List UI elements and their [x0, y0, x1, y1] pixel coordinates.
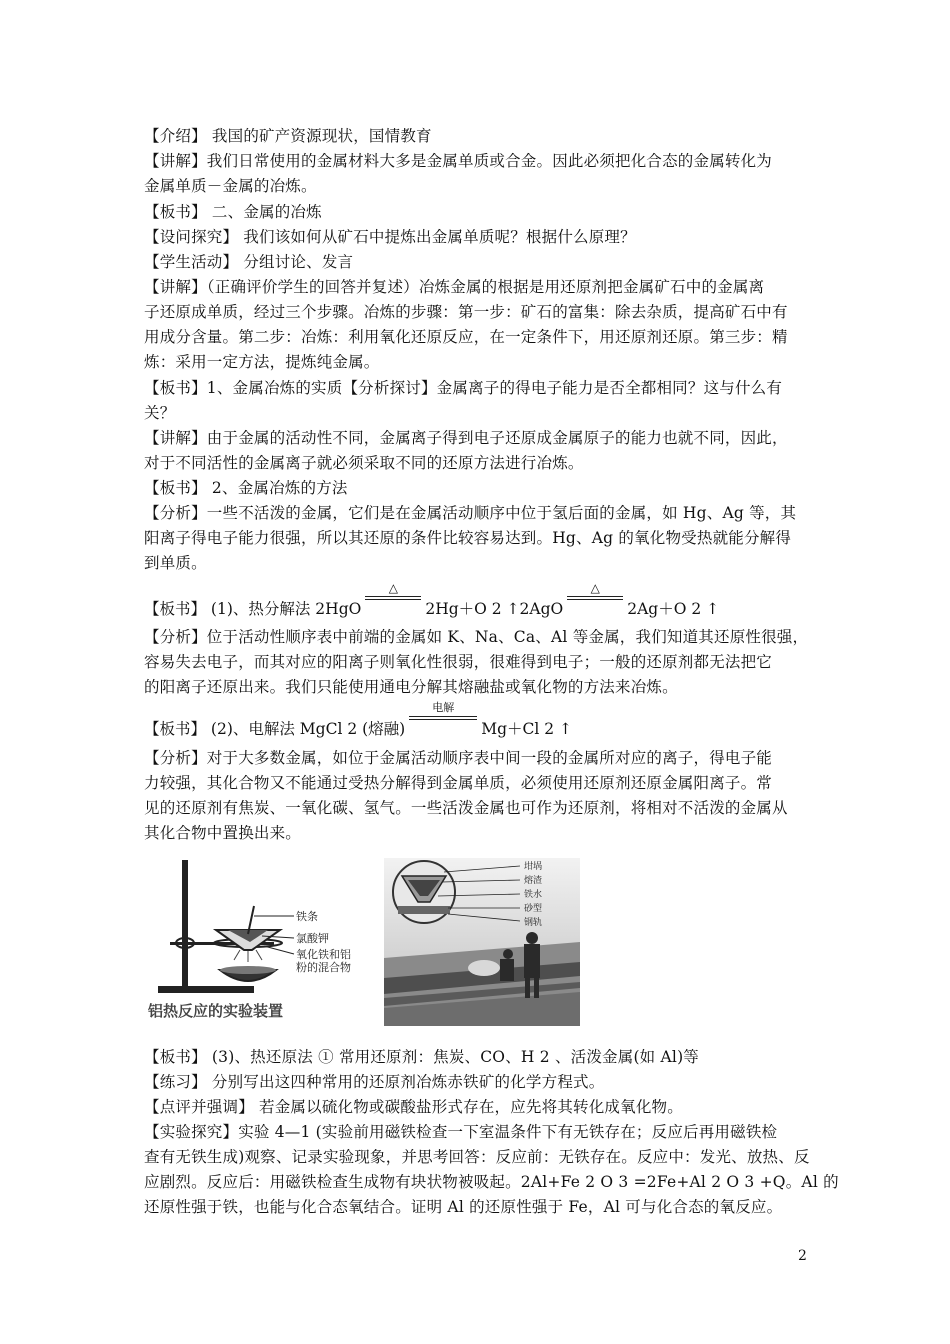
text-line: 到单质。: [144, 554, 207, 572]
text-line: 还原性强于铁，也能与化合态氧结合。证明 Al 的还原性强于 Fe，Al 可与化合态的氧反应。: [144, 1198, 783, 1216]
text-line: 【讲解】（正确评价学生的回答并复述）冶炼金属的根据是用还原剂把金属矿石中的金属离: [144, 278, 765, 296]
equation-prefix: 【板书】 (1)、热分解法 2HgO: [144, 600, 362, 618]
label-mixture-line2: 粉的混合物: [296, 961, 351, 974]
text-line: 力较强，其化合物又不能通过受热分解得到金属单质，必须使用还原剂还原金属阳离子。常: [144, 774, 773, 792]
equation-prefix: 【板书】 (2)、电解法 MgCl 2 (熔融): [144, 720, 406, 738]
text-line: 【学生活动】 分组讨论、发言: [144, 253, 354, 271]
label-magnesium-strip: 铁条: [296, 910, 318, 923]
reaction-condition-heat: [563, 581, 627, 619]
equation-suffix: Mg＋Cl 2 ↑: [481, 720, 573, 738]
heat-symbol: △: [590, 581, 600, 595]
label-crucible: 坩埚: [524, 862, 543, 872]
text-line: 【实验探究】实验 4—1 (实验前用磁铁检查一下室温条件下有无铁存在；反应后再用磁铁检: [144, 1123, 778, 1141]
text-line: 【板书】 (3)、热还原法 ① 常用还原剂：焦炭、CO、H 2 、活泼金属(如 Al)等: [144, 1048, 700, 1066]
figure-caption: 铝热反应的实验装置: [148, 1002, 284, 1020]
label-sand-mold: 砂型: [524, 904, 543, 914]
label-mixture-line1: 氧化铁和铝: [296, 948, 351, 961]
electrolysis-label: 电解: [432, 701, 455, 714]
text-line: 子还原成单质，经过三个步骤。冶炼的步骤：第一步：矿石的富集：除去杂质，提高矿石中有: [144, 303, 788, 321]
heat-symbol: △: [388, 581, 398, 595]
reaction-condition-heat: [361, 581, 425, 619]
rail-welding-figure: [384, 858, 580, 1026]
text-line: 用成分含量。第二步：冶炼：利用氧化还原反应，在一定条件下，用还原剂还原。第三步：精: [144, 328, 788, 346]
text-line: 【练习】 分别写出这四种常用的还原剂冶炼赤铁矿的化学方程式。: [144, 1073, 605, 1091]
text-line: 【板书】 二、金属的冶炼: [144, 203, 322, 221]
thermite-apparatus-figure: [144, 858, 380, 1024]
stand-rod: [182, 860, 188, 990]
text-line: 【分析】位于活动性顺序表中前端的金属如 K、Na、Ca、Al 等金属，我们知道其还原性很强，: [144, 628, 809, 646]
text-line: 【分析】一些不活泼的金属，它们是在金属活动顺序中位于氢后面的金属，如 Hg、Ag 等，其: [144, 504, 797, 522]
text-line: 对于不同活性的金属离子就必须采取不同的还原方法进行冶炼。: [144, 454, 584, 472]
text-line: 【讲解】由于金属的活动性不同，金属离子得到电子还原成金属原子的能力也就不同，因此，: [144, 429, 788, 447]
label-rail: 钢轨: [524, 918, 543, 928]
text-line: 其化合物中置换出来。: [144, 824, 302, 842]
text-line: 【板书】 2、金属冶炼的方法: [144, 479, 348, 497]
equation-thermal-decomposition: [144, 581, 824, 619]
stand-base: [158, 986, 254, 993]
equation-middle: 2Hg＋O 2 ↑2AgO: [425, 600, 564, 618]
text-line: 【点评并强调】 若金属以硫化物或碳酸盐形式存在，应先将其转化成氧化物。: [144, 1098, 683, 1116]
text-line: 容易失去电子，而其对应的阳离子则氧化性很弱，很难得到电子；一般的还原剂都无法把它: [144, 653, 773, 671]
reaction-condition-electrolysis: [405, 701, 481, 739]
text-line: 【设问探究】 我们该如何从矿石中提炼出金属单质呢？根据什么原理？: [144, 228, 636, 246]
text-line: 炼：采用一定方法，提炼纯金属。: [144, 353, 380, 371]
text-line: 关？: [144, 404, 176, 422]
label-potassium-chlorate: 氯酸钾: [296, 932, 329, 945]
thermite-apparatus-diagram: [144, 858, 380, 1024]
equation-suffix: 2Ag＋O 2 ↑: [627, 600, 720, 618]
text-line: 【分析】对于大多数金属，如位于金属活动顺序表中间一段的金属所对应的离子，得电子能: [144, 749, 773, 767]
text-line: 金属单质－金属的冶炼。: [144, 177, 317, 195]
text-line: 的阳离子还原出来。我们只能使用通电分解其熔融盐或氧化物的方法来冶炼。: [144, 678, 678, 696]
text-line: 见的还原剂有焦炭、一氧化碳、氢气。一些活泼金属也可作为还原剂，将相对不活泼的金属从: [144, 799, 788, 817]
text-line: 阳离子得电子能力很强，所以其还原的条件比较容易达到。Hg、Ag 的氧化物受热就能分解得: [144, 529, 792, 547]
text-line: 【板书】1、金属冶炼的实质【分析探讨】金属离子的得电子能力是否全都相同？这与什么有: [144, 379, 783, 397]
equation-electrolysis: [144, 701, 824, 739]
text-line: 【介绍】 我国的矿产资源现状，国情教育: [144, 127, 432, 145]
text-line: 【讲解】我们日常使用的金属材料大多是金属单质或合金。因此必须把化合态的金属转化为: [144, 152, 773, 170]
label-slag: 熔渣: [524, 876, 543, 886]
page-number: 2: [798, 1248, 807, 1264]
rail-welding-photo: [384, 858, 580, 1026]
text-line: 应剧烈。反应后：用磁铁检查生成物有块状物被吸起。2Al+Fe 2 O 3 =2Fe+Al 2 O 3 +Q。Al 的: [144, 1173, 839, 1191]
text-line: 查有无铁生成)观察、记录实验现象，并思考回答：反应前：无铁存在。反应中：发光、放热、反: [144, 1148, 810, 1166]
label-molten-iron: 铁水: [524, 890, 543, 900]
